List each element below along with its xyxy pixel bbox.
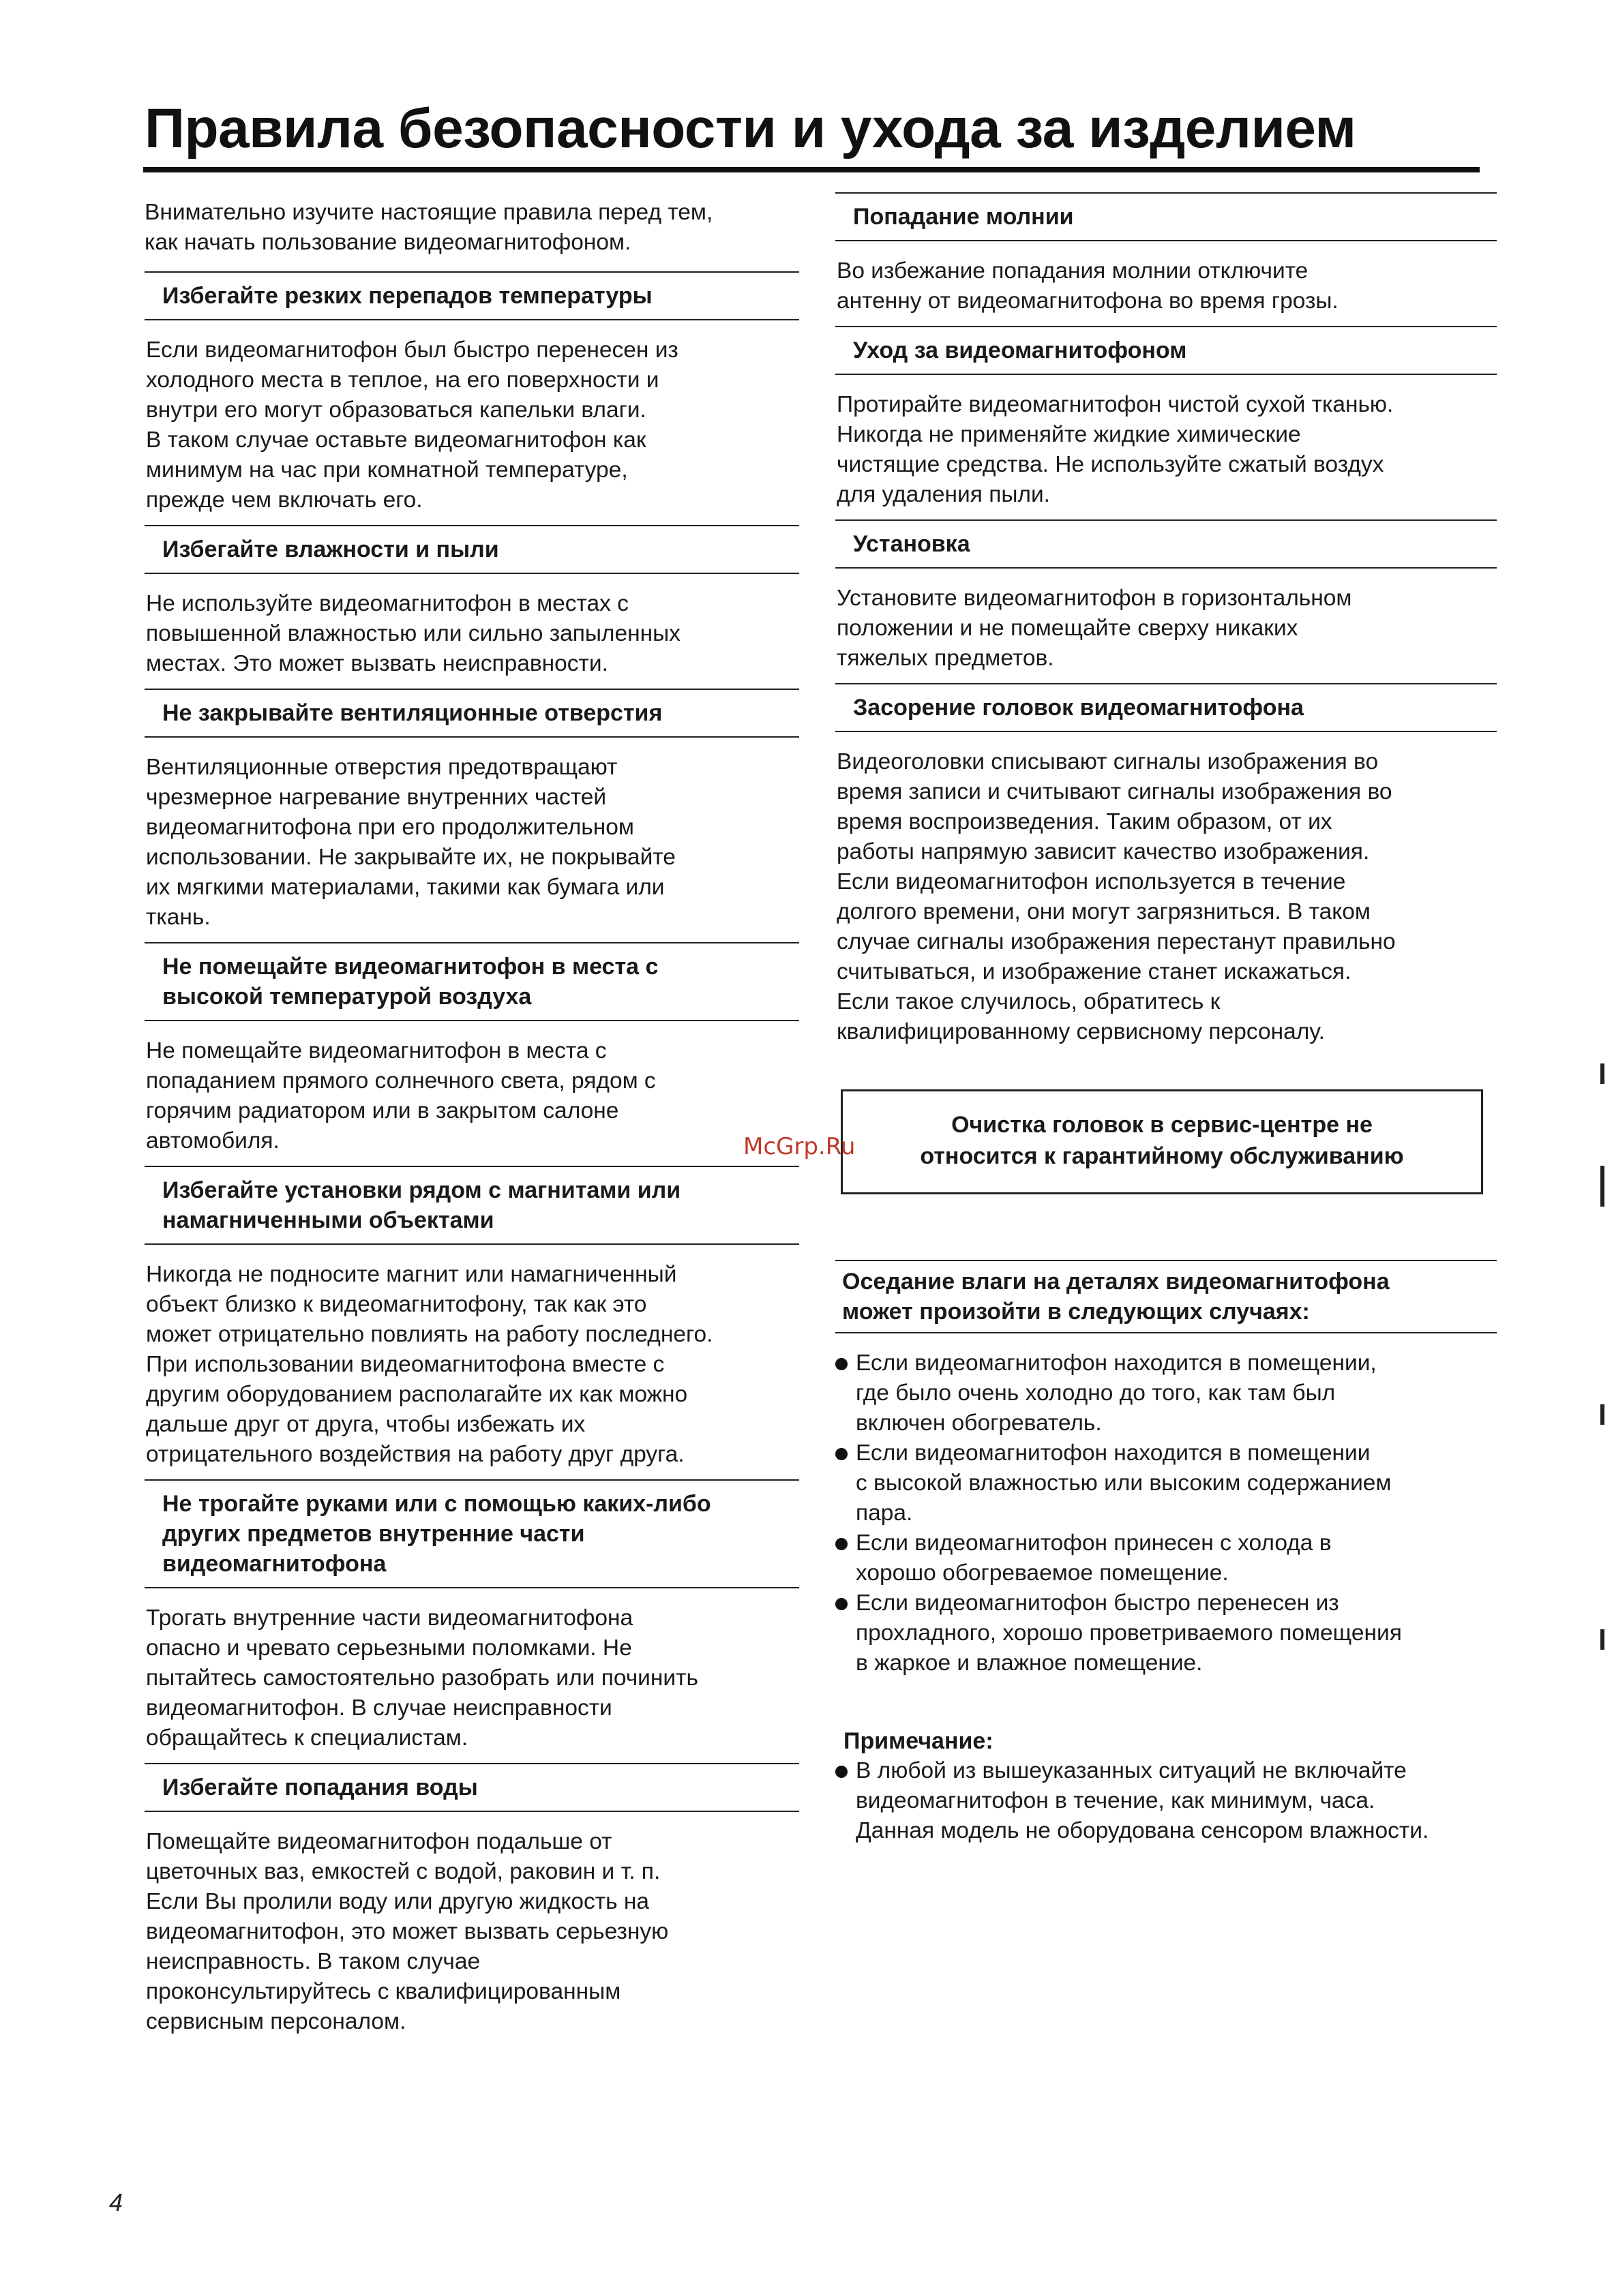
text-line: считываться, и изображение станет искажаться. [837, 959, 1351, 984]
text-line: Протирайте видеомагнитофон чистой сухой тканью. [837, 392, 1394, 417]
list-item [835, 1348, 1497, 1438]
text-line: Если видеомагнитофон находится в помещении, [856, 1350, 1377, 1376]
section-body [145, 1603, 799, 1753]
section-heading [145, 689, 799, 738]
text-line: Если видеомагнитофон был быстро перенесен из [146, 337, 678, 363]
text-line: внутри его могут образоваться капельки влаги. [146, 397, 646, 423]
text-line: включен обогреватель. [856, 1410, 1102, 1436]
text-line: работы напрямую зависит качество изображения. [837, 839, 1370, 864]
text-line: автомобиля. [146, 1128, 280, 1153]
text-line: минимум на час при комнатной температуре, [146, 457, 628, 483]
text-line: Уход за видеомагнитофоном [853, 337, 1187, 363]
text-line: случае сигналы изображения перестанут правильно [837, 929, 1396, 954]
text-line: объект близко к видеомагнитофону, так как это [146, 1292, 647, 1317]
section-heading [145, 1479, 799, 1588]
section-body [145, 753, 799, 933]
section-body [835, 256, 1497, 316]
paragraph [145, 589, 799, 679]
section [145, 942, 799, 1156]
text-line: чистящие средства. Не используйте сжатый воздух [837, 452, 1384, 477]
text-line: Избегайте влажности и пыли [162, 537, 499, 562]
watermark: McGrp.Ru [743, 1133, 856, 1160]
section-heading [145, 942, 799, 1021]
text-line: Установите видеомагнитофон в горизонтальном [837, 586, 1352, 611]
paragraph [145, 1603, 799, 1753]
text-line: время записи и считывают сигналы изображения во [837, 779, 1392, 804]
text-line: антенну от видеомагнитофона во время грозы. [837, 288, 1339, 314]
paragraph [145, 1036, 799, 1156]
text-line: Помещайте видеомагнитофон подальше от [146, 1829, 612, 1854]
text-line: Если видеомагнитофон быстро перенесен из [856, 1590, 1339, 1616]
paragraph [835, 390, 1497, 510]
section-body [145, 589, 799, 679]
text-line: с высокой влажностью или высоким содержанием [856, 1470, 1392, 1496]
section-body [145, 1260, 799, 1470]
section [145, 271, 799, 515]
text-line: Избегайте установки рядом с магнитами или [162, 1177, 681, 1203]
text-line: положении и не помещайте сверху никаких [837, 616, 1298, 641]
bullet-icon [835, 1448, 848, 1460]
section-heading [145, 1166, 799, 1245]
page-title: Правила безопасности и ухода за изделием [145, 97, 1356, 160]
text-line: время воспроизведения. Таким образом, от их [837, 809, 1332, 834]
text-line: других предметов внутренние части [162, 1521, 585, 1547]
text-line: Никогда не подносите магнит или намагниченный [146, 1262, 677, 1287]
text-line: Трогать внутренние части видеомагнитофона [146, 1605, 633, 1631]
note-title: Примечание: [843, 1728, 993, 1754]
text-line: Установка [853, 531, 970, 557]
paragraph [145, 753, 799, 933]
text-line: проконсультируйтесь с квалифицированным [146, 1979, 621, 2004]
section-body [835, 584, 1497, 674]
text-line: В таком случае оставьте видеомагнитофон как [146, 427, 646, 453]
text-line: ткань. [146, 905, 211, 930]
text-line: Во избежание попадания молнии отключите [837, 258, 1309, 284]
list-item [835, 1528, 1497, 1588]
section-body [835, 390, 1497, 510]
text-line: относится к гарантийному обслуживанию [920, 1143, 1404, 1169]
text-line: Никогда не применяйте жидкие химические [837, 422, 1301, 447]
text-line: Попадание молнии [853, 204, 1074, 230]
text-line: Если видеомагнитофон находится в помещении [856, 1440, 1371, 1466]
section-body [145, 1036, 799, 1156]
left-sections [145, 271, 799, 2037]
bullet-icon [835, 1598, 848, 1610]
text-line: сервисным персоналом. [146, 2009, 406, 2034]
text-line: Если Вы пролили воду или другую жидкость на [146, 1889, 649, 1914]
scan-artifact [1600, 1629, 1604, 1650]
scan-artifact [1600, 1404, 1604, 1425]
list-item [835, 1588, 1497, 1678]
section-body [145, 1827, 799, 2037]
section [835, 683, 1497, 1047]
scan-artifact [1600, 1166, 1604, 1207]
text-line: видеомагнитофон в течение, как минимум, часа. [856, 1788, 1375, 1813]
section [835, 519, 1497, 674]
section [145, 1479, 799, 1753]
section [835, 192, 1497, 316]
list-item-text [856, 1350, 1377, 1436]
text-line: опасно и чревато серьезными поломками. Не [146, 1635, 632, 1661]
text-line: Не трогайте руками или с помощью каких-либо [162, 1491, 711, 1517]
scan-artifact [1600, 1063, 1604, 1084]
text-line: местах. Это может вызвать неисправности. [146, 651, 608, 676]
text-line: Не используйте видеомагнитофон в местах с [146, 591, 629, 616]
text-line: При использовании видеомагнитофона вместе с [146, 1352, 665, 1377]
text-line: как начать пользование видеомагнитофоном. [145, 230, 631, 255]
text-line: попаданием прямого солнечного света, рядом с [146, 1068, 656, 1093]
section [145, 1166, 799, 1470]
note-list [835, 1756, 1497, 1846]
text-line: отрицательного воздействия на работу друг друга. [146, 1442, 685, 1467]
text-line: неисправность. В таком случае [146, 1949, 481, 1974]
warranty-notice-box [841, 1089, 1483, 1194]
text-line: может произойти в следующих случаях: [842, 1299, 1310, 1325]
text-line: чрезмерное нагревание внутренних частей [146, 785, 607, 810]
text-line: квалифицированному сервисному персоналу. [837, 1019, 1325, 1044]
paragraph [145, 1260, 799, 1470]
section-heading [835, 519, 1497, 569]
text-line: пытайтесь самостоятельно разобрать или починить [146, 1665, 698, 1691]
text-line: в жаркое и влажное помещение. [856, 1650, 1203, 1676]
paragraph [835, 747, 1497, 1047]
bullet-icon [835, 1766, 848, 1778]
text-line: высокой температурой воздуха [162, 984, 532, 1010]
text-line: видеомагнитофона [162, 1551, 387, 1577]
title-rule [143, 167, 1480, 172]
text-line: Видеоголовки списывают сигналы изображения во [837, 749, 1379, 774]
paragraph [145, 335, 799, 515]
text-line: прежде чем включать его. [146, 487, 423, 513]
text-line: пара. [856, 1500, 913, 1526]
text-line: Не помещайте видеомагнитофон в места с [162, 954, 659, 980]
text-line: долгого времени, они могут загрязниться. В таком [837, 899, 1371, 924]
section-heading [835, 683, 1497, 732]
text-line: Вентиляционные отверстия предотвращают [146, 755, 618, 780]
text-line: тяжелых предметов. [837, 646, 1054, 671]
list-item [835, 1438, 1497, 1528]
text-line: В любой из вышеуказанных ситуаций не включайте [856, 1758, 1407, 1783]
text-line: Если такое случилось, обратитесь к [837, 989, 1221, 1014]
right-sections [835, 192, 1497, 1047]
section [145, 689, 799, 933]
intro-text [145, 198, 799, 258]
text-line: другим оборудованием располагайте их как можно [146, 1382, 688, 1407]
text-line: Не закрывайте вентиляционные отверстия [162, 700, 663, 726]
bullet-icon [835, 1538, 848, 1550]
paragraph [835, 584, 1497, 674]
text-line: может отрицательно повлиять на работу последнего. [146, 1322, 713, 1347]
text-line: Избегайте резких перепадов температуры [162, 283, 653, 309]
text-line: Если видеомагнитофон принесен с холода в [856, 1530, 1332, 1556]
paragraph [835, 256, 1497, 316]
list-item [835, 1756, 1497, 1846]
paragraph [145, 1827, 799, 2037]
text-line: Очистка головок в сервис-центре не [951, 1112, 1373, 1138]
text-line: Оседание влаги на деталях видеомагнитофона [842, 1269, 1390, 1295]
section-heading [835, 192, 1497, 241]
section [835, 326, 1497, 510]
section-heading [145, 271, 799, 320]
text-line: холодного места в теплое, на его поверхности и [146, 367, 659, 393]
right-column [835, 192, 1497, 1846]
list-item-text [856, 1758, 1429, 1843]
section [145, 1763, 799, 2037]
text-line: намагниченными объектами [162, 1207, 494, 1233]
page-number: 4 [109, 2188, 123, 2216]
text-line: Засорение головок видеомагнитофона [853, 695, 1304, 721]
text-line: видеомагнитофон. В случае неисправности [146, 1695, 612, 1721]
text-line: повышенной влажностью или сильно запыленных [146, 621, 681, 646]
condensation-heading [835, 1260, 1497, 1333]
text-line: Если видеомагнитофон используется в течение [837, 869, 1346, 894]
text-line: Не помещайте видеомагнитофон в места с [146, 1038, 607, 1063]
text-line: Внимательно изучите настоящие правила перед тем, [145, 200, 713, 225]
section-heading [145, 1763, 799, 1812]
section-heading [145, 525, 799, 574]
list-item-text [856, 1590, 1402, 1676]
condensation-list [835, 1348, 1497, 1678]
text-line: хорошо обогреваемое помещение. [856, 1560, 1229, 1586]
text-line: обращайтесь к специалистам. [146, 1725, 468, 1751]
bullet-icon [835, 1358, 848, 1370]
section-body [835, 747, 1497, 1047]
list-item-text [856, 1530, 1332, 1586]
text-line: видеомагнитофона при его продолжительном [146, 815, 634, 840]
list-item-text [856, 1440, 1391, 1526]
text-line: их мягкими материалами, такими как бумага или [146, 875, 665, 900]
text-line: горячим радиатором или в закрытом салоне [146, 1098, 619, 1123]
text-line: цветочных ваз, емкостей с водой, раковин и т. п. [146, 1859, 661, 1884]
text-line: где было очень холодно до того, как там был [856, 1380, 1336, 1406]
section-body [145, 335, 799, 515]
text-line: видеомагнитофон, это может вызвать серьезную [146, 1919, 669, 1944]
left-column [145, 198, 799, 2046]
text-line: использовании. Не закрывайте их, не покрывайте [146, 845, 676, 870]
text-line: Избегайте попадания воды [162, 1774, 478, 1800]
section [145, 525, 799, 679]
text-line: Данная модель не оборудована сенсором влажности. [856, 1818, 1429, 1843]
text-line: для удаления пыли. [837, 482, 1050, 507]
text-line: прохладного, хорошо проветриваемого помещения [856, 1620, 1402, 1646]
text-line: дальше друг от друга, чтобы избежать их [146, 1412, 586, 1437]
section-heading [835, 326, 1497, 375]
